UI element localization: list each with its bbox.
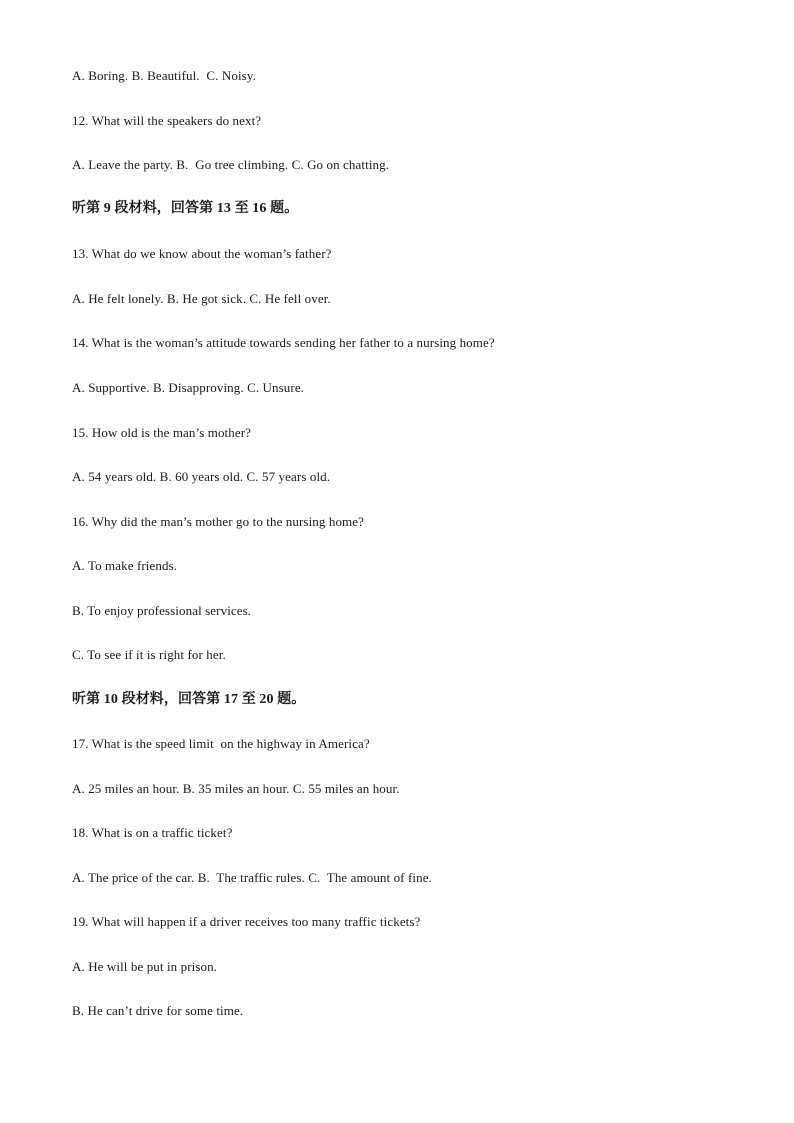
question-16: 16. Why did the man’s mother go to the nursing home?	[72, 514, 364, 529]
answer-option-q19-b: B. He can’t drive for some time.	[72, 1003, 244, 1018]
answer-options-q15: A. 54 years old. B. 60 years old. C. 57 years old.	[72, 469, 331, 484]
question-18: 18. What is on a traffic ticket?	[72, 825, 233, 840]
answer-option-q16-b: B. To enjoy professional services.	[72, 603, 252, 618]
question-15: 15. How old is the man’s mother?	[72, 425, 252, 440]
section-heading-10: 听第 10 段材料，回答第 17 至 20 题。	[72, 692, 306, 707]
answer-options-q13: A. He felt lonely. B. He got sick. C. He fell over.	[72, 291, 331, 306]
answer-option-q16-a: A. To make friends.	[72, 558, 178, 573]
answer-option-q19-a: A. He will be put in prison.	[72, 959, 218, 974]
question-13: 13. What do we know about the woman’s father?	[72, 246, 332, 261]
answer-options-q14: A. Supportive. B. Disapproving. C. Unsure.	[72, 380, 305, 395]
question-12: 12. What will the speakers do next?	[72, 113, 262, 128]
answer-options-q17: A. 25 miles an hour. B. 35 miles an hour. C. 55 miles an hour.	[72, 781, 400, 796]
answer-options-q18: A. The price of the car. B. The traffic rules. C. The amount of fine.	[72, 870, 432, 885]
question-19: 19. What will happen if a driver receives too many traffic tickets?	[72, 914, 421, 929]
question-14: 14. What is the woman’s attitude towards sending her father to a nursing home?	[72, 335, 495, 350]
section-heading-9: 听第 9 段材料，回答第 13 至 16 题。	[72, 201, 299, 216]
answer-options-q11: A. Boring. B. Beautiful. C. Noisy.	[72, 68, 256, 83]
answer-options-q12: A. Leave the party. B. Go tree climbing. C. Go on chatting.	[72, 157, 390, 172]
answer-option-q16-c: C. To see if it is right for her.	[72, 647, 226, 662]
question-17: 17. What is the speed limit on the highway in America?	[72, 736, 370, 751]
